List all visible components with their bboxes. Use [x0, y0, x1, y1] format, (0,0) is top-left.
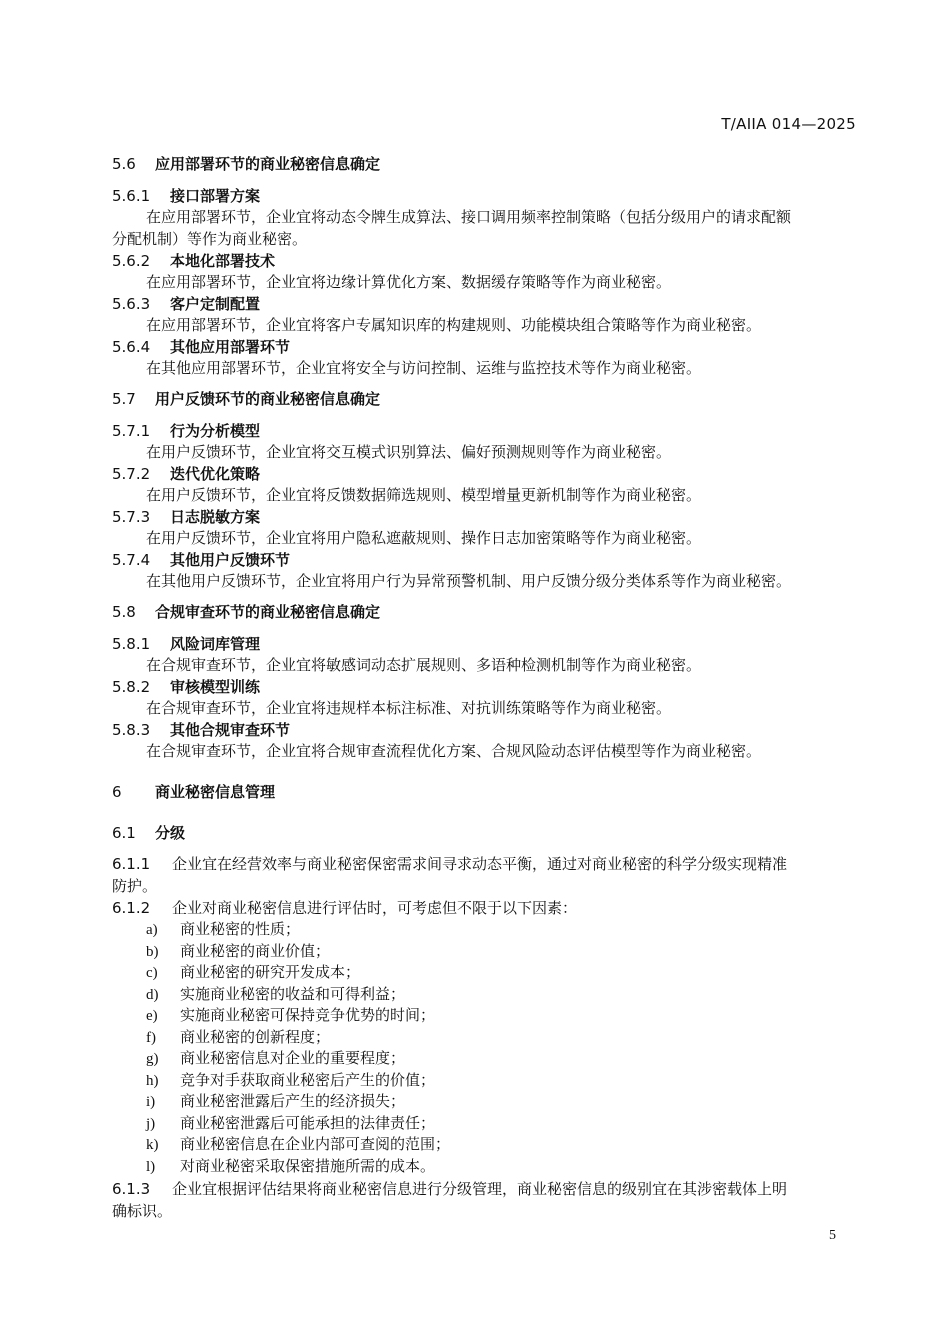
section-5-8-2-heading: 5.8.2 审核模型训练	[112, 678, 261, 696]
list-item: b) 商业秘密的商业价值；	[146, 942, 331, 960]
list-item: l) 对商业秘密采取保密措施所需的成本。	[146, 1157, 436, 1175]
clause-6-1-1: 6.1.1 企业宜在经营效率与商业秘密保密需求间寻求动态平衡，通过对商业秘密的科学分级实现精准	[112, 855, 788, 873]
section-5-6-2-text: 在应用部署环节，企业宜将边缘计算优化方案、数据缓存策略等作为商业秘密。	[146, 273, 672, 291]
section-5-7-1-text: 在用户反馈环节，企业宜将交互模式识别算法、偏好预测规则等作为商业秘密。	[146, 443, 672, 461]
section-5-6-4-heading: 5.6.4 其他应用部署环节	[112, 338, 291, 356]
list-item: k) 商业秘密信息在企业内部可查阅的范围；	[146, 1135, 451, 1153]
clause-6-1-3-cont: 确标识。	[112, 1202, 173, 1220]
section-5-8-heading: 5.8 合规审查环节的商业秘密信息确定	[112, 603, 381, 621]
section-5-7-3-heading: 5.7.3 日志脱敏方案	[112, 508, 261, 526]
list-item: j) 商业秘密泄露后可能承担的法律责任；	[146, 1114, 436, 1132]
list-item: i) 商业秘密泄露后产生的经济损失；	[146, 1092, 406, 1110]
section-5-7-heading: 5.7 用户反馈环节的商业秘密信息确定	[112, 390, 381, 408]
document-header: T/AIIA 014—2025	[721, 115, 856, 133]
list-item: a) 商业秘密的性质；	[146, 920, 301, 938]
section-5-7-1-heading: 5.7.1 行为分析模型	[112, 422, 261, 440]
section-5-7-4-heading: 5.7.4 其他用户反馈环节	[112, 551, 291, 569]
section-5-6-1-text-cont: 分配机制）等作为商业秘密。	[112, 230, 308, 248]
list-item: f) 商业秘密的创新程度；	[146, 1028, 331, 1046]
page-number: 5	[829, 1228, 836, 1243]
section-5-6-1-heading: 5.6.1 接口部署方案	[112, 187, 261, 205]
chapter-6-heading: 6 商业秘密信息管理	[112, 783, 276, 801]
section-5-6-3-heading: 5.6.3 客户定制配置	[112, 295, 261, 313]
section-5-8-3-text: 在合规审查环节，企业宜将合规审查流程优化方案、合规风险动态评估模型等作为商业秘密。	[146, 742, 762, 760]
list-item: g) 商业秘密信息对企业的重要程度；	[146, 1049, 406, 1067]
section-5-8-2-text: 在合规审查环节，企业宜将违规样本标注标准、对抗训练策略等作为商业秘密。	[146, 699, 672, 717]
section-5-6-2-heading: 5.6.2 本地化部署技术	[112, 252, 276, 270]
section-5-6-3-text: 在应用部署环节，企业宜将客户专属知识库的构建规则、功能模块组合策略等作为商业秘密。	[146, 316, 762, 334]
clause-6-1-1-cont: 防护。	[112, 877, 158, 895]
section-5-8-1-heading: 5.8.1 风险词库管理	[112, 635, 261, 653]
section-6-1-heading: 6.1 分级	[112, 824, 186, 842]
section-5-6-1-text: 在应用部署环节，企业宜将动态令牌生成算法、接口调用频率控制策略（包括分级用户的请求配额	[146, 208, 792, 226]
section-5-7-3-text: 在用户反馈环节，企业宜将用户隐私遮蔽规则、操作日志加密策略等作为商业秘密。	[146, 529, 702, 547]
clause-6-1-2: 6.1.2 企业对商业秘密信息进行评估时，可考虑但不限于以下因素：	[112, 899, 578, 917]
section-5-6-heading: 5.6 应用部署环节的商业秘密信息确定	[112, 155, 381, 173]
section-5-7-2-text: 在用户反馈环节，企业宜将反馈数据筛选规则、模型增量更新机制等作为商业秘密。	[146, 486, 702, 504]
list-item: c) 商业秘密的研究开发成本；	[146, 963, 361, 981]
section-5-6-4-text: 在其他应用部署环节，企业宜将安全与访问控制、运维与监控技术等作为商业秘密。	[146, 359, 702, 377]
section-5-7-4-text: 在其他用户反馈环节，企业宜将用户行为异常预警机制、用户反馈分级分类体系等作为商业秘密。	[146, 572, 792, 590]
section-5-7-2-heading: 5.7.2 迭代优化策略	[112, 465, 261, 483]
list-item: d) 实施商业秘密的收益和可得利益；	[146, 985, 406, 1003]
list-item: h) 竞争对手获取商业秘密后产生的价值；	[146, 1071, 436, 1089]
clause-6-1-3: 6.1.3 企业宜根据评估结果将商业秘密信息进行分级管理，商业秘密信息的级别宜在其涉密载体上明	[112, 1180, 788, 1198]
section-5-8-3-heading: 5.8.3 其他合规审查环节	[112, 721, 291, 739]
list-item: e) 实施商业秘密可保持竞争优势的时间；	[146, 1006, 436, 1024]
section-5-8-1-text: 在合规审查环节，企业宜将敏感词动态扩展规则、多语种检测机制等作为商业秘密。	[146, 656, 702, 674]
